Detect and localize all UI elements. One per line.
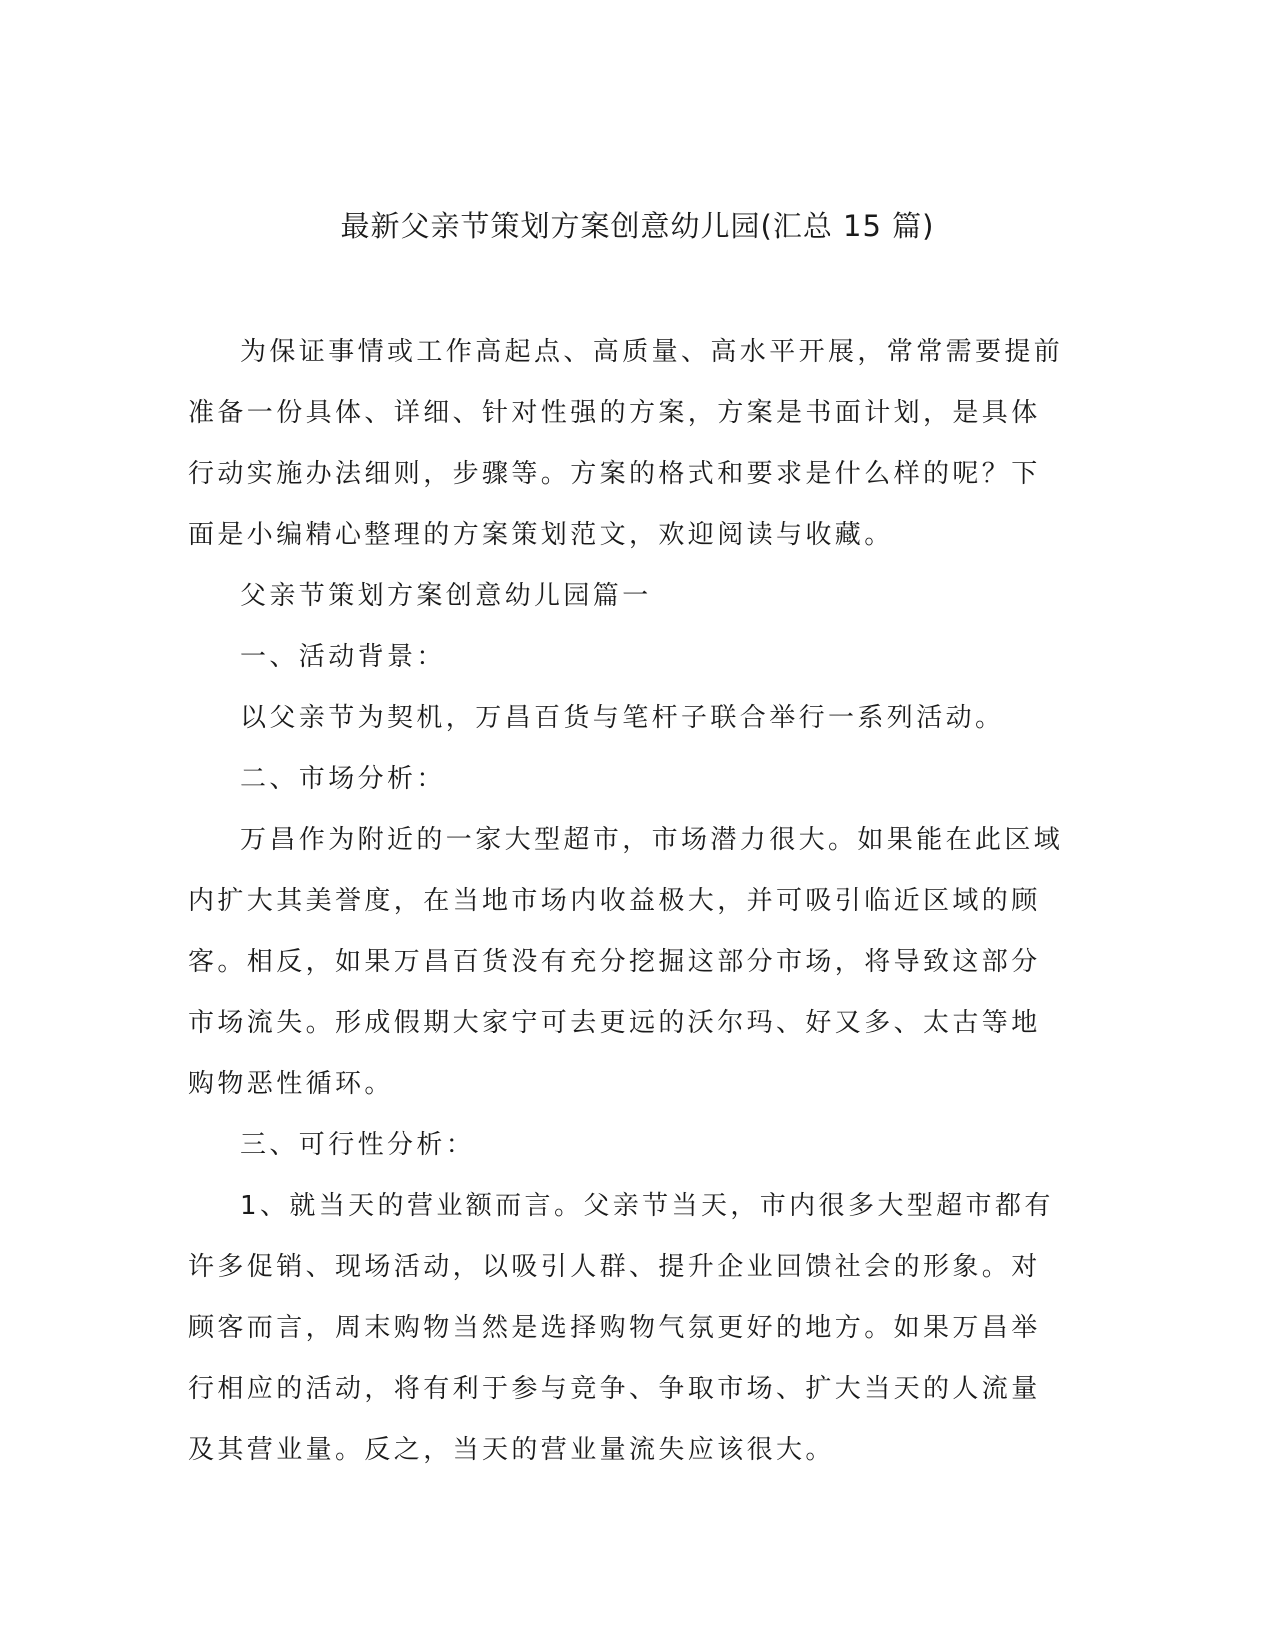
heading-market-analysis: 二、市场分析： <box>240 764 446 794</box>
heading-background: 一、活动背景： <box>240 642 446 672</box>
background-paragraph: 以父亲节为契机，万昌百货与笔杆子联合举行一系列活动。 <box>240 703 1005 733</box>
heading-feasibility: 三、可行性分析： <box>240 1130 476 1160</box>
market-analysis-paragraph: 万昌作为附近的一家大型超市，市场潜力很大。如果能在此区域内扩大其美誉度，在当地市场内收益极大，并可吸引临近区域的顾客。相反，如果万昌百货没有充分挖掘这部分市场，将导致这部分市场流失。形成假期大家宁可去更远的沃尔玛、好又多、太古等地购物恶性循环。 <box>188 825 1064 1099</box>
document-title: 最新父亲节策划方案创意幼儿园(汇总 15 篇) <box>340 209 935 243</box>
section-heading-part-one: 父亲节策划方案创意幼儿园篇一 <box>240 581 652 611</box>
feasibility-paragraph: 1、就当天的营业额而言。父亲节当天，市内很多大型超市都有许多促销、现场活动，以吸引人群、提升企业回馈社会的形象。对顾客而言，周末购物当然是选择购物气氛更好的地方。如果万昌举行相应的活动，将有利于参与竞争、争取市场、扩大当天的人流量及其营业量。反之，当天的营业量流失应该很大。 <box>188 1191 1054 1465</box>
intro-paragraph: 为保证事情或工作高起点、高质量、高水平开展，常常需要提前准备一份具体、详细、针对性强的方案，方案是书面计划，是具体行动实施办法细则，步骤等。方案的格式和要求是什么样的呢？下面是小编精心整理的方案策划范文，欢迎阅读与收藏。 <box>188 337 1064 550</box>
document-body <box>188 322 1068 1481</box>
